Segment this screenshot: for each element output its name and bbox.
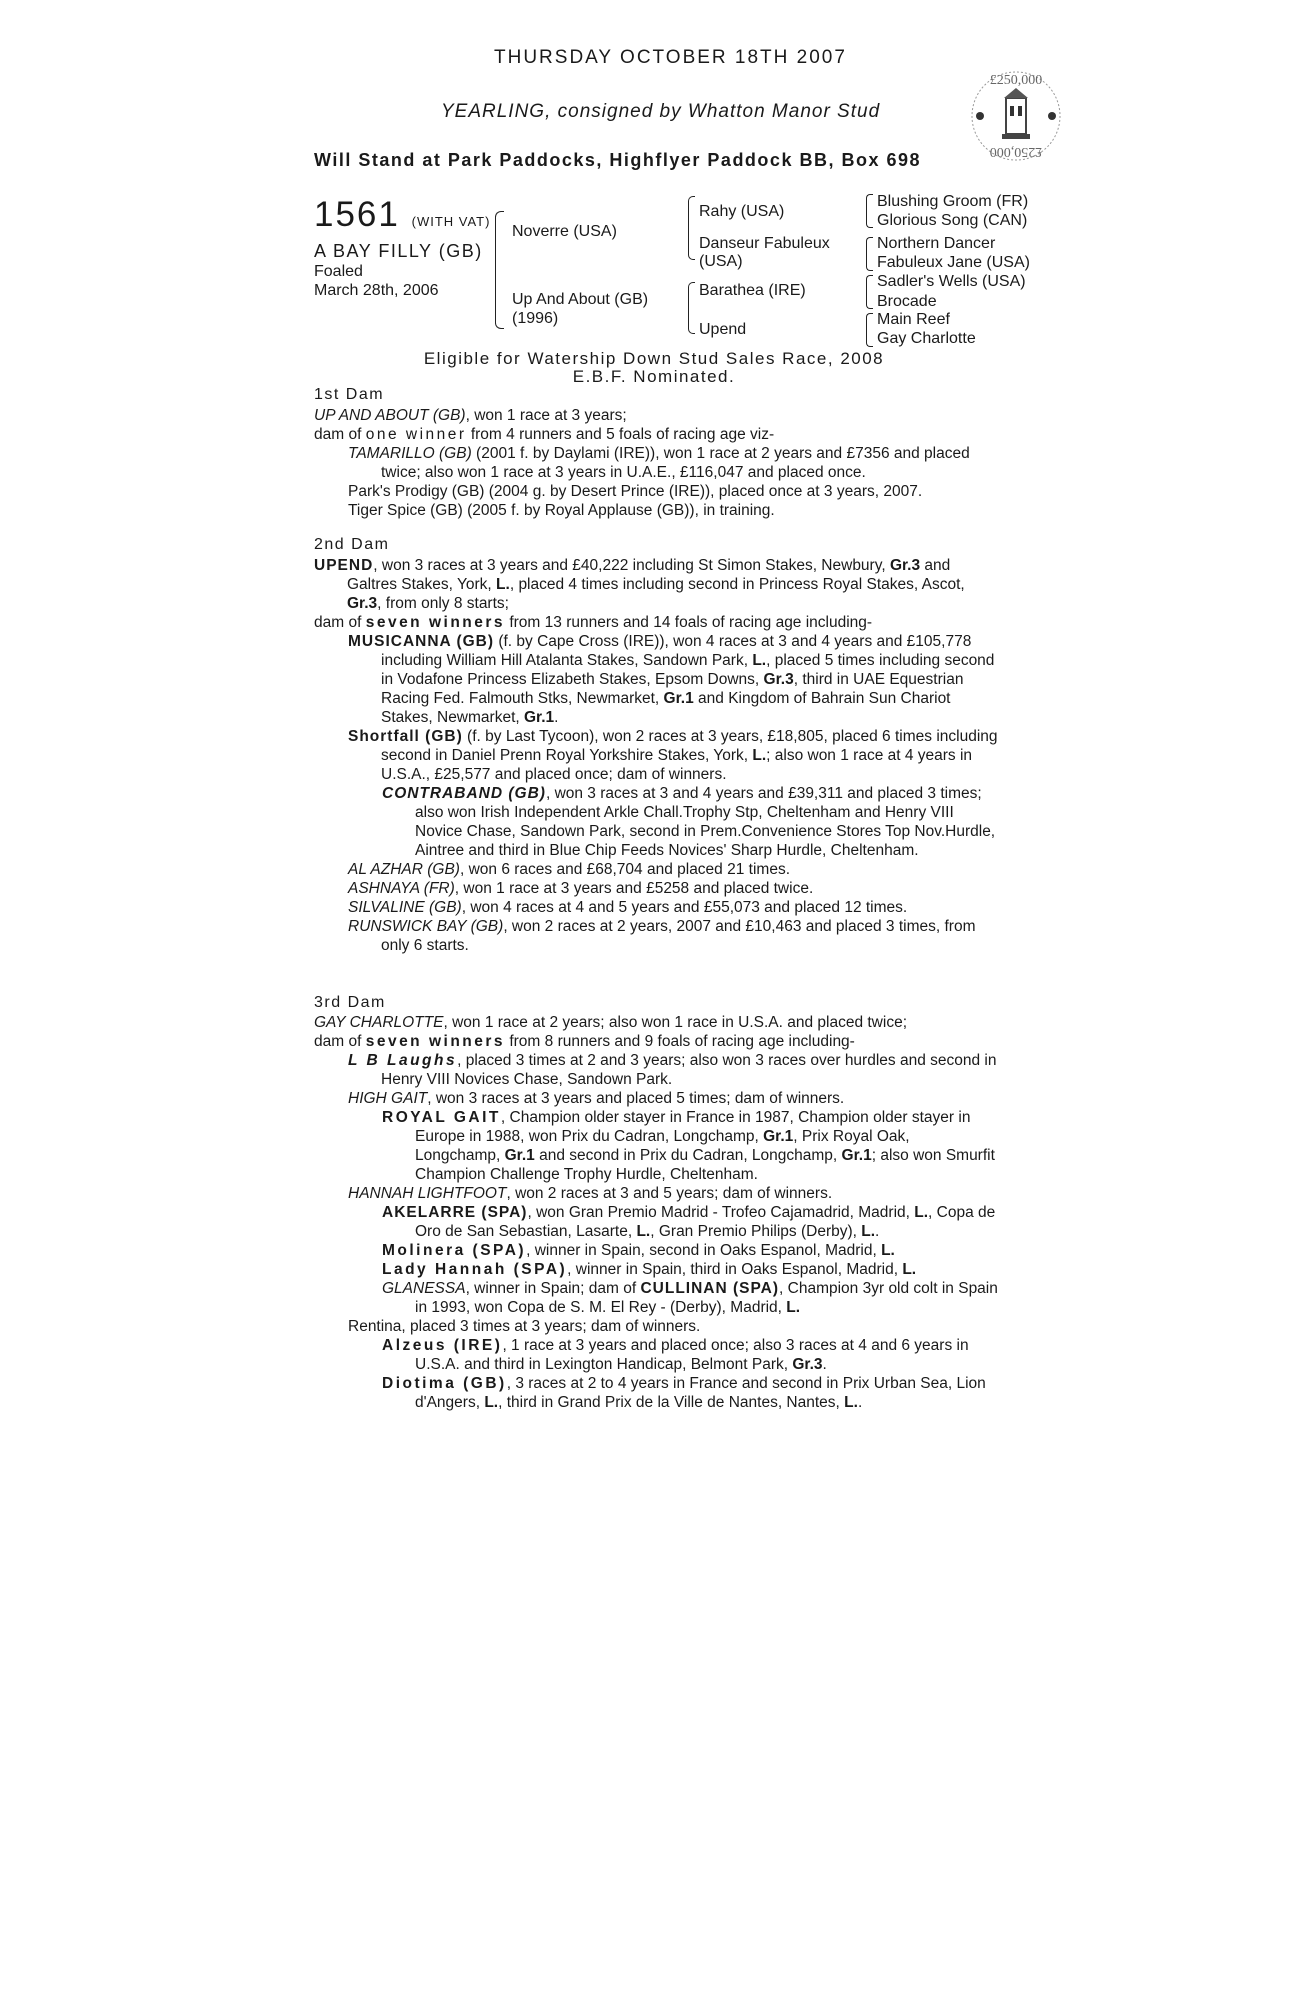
third-dam-record: GAY CHARLOTTE, won 1 race at 2 years; also won 1 race in U.S.A. and placed twice; [314, 1014, 908, 1031]
produce-tamarillo: TAMARILLO (GB) (2001 f. by Daylami (IRE)), won 1 race at 2 years and £7356 and placed twice; also won 1 race at 3 years in U.A.E., £116,047 and placed once. [348, 445, 970, 481]
pedigree-g6: Brocade [877, 293, 937, 310]
first-dam-record: UP AND ABOUT (GB), won 1 race at 3 years; [314, 407, 627, 424]
produce-diotima: Diotima (GB), 3 races at 2 to 4 years in France and second in Prix Urban Sea, Lion d'Angers, L., third in Grand Prix de la Ville de Nantes, Nantes, L.. [382, 1375, 986, 1411]
pedigree-brace [495, 211, 504, 329]
first-dam-produce: dam of one winner from 4 runners and 5 foals of racing age viz- [314, 426, 775, 443]
ebf-nomination: E.B.F. Nominated. [572, 367, 736, 386]
pedigree-dam-dam: Upend [699, 321, 747, 338]
pedigree-dam-year: (1996) [512, 310, 559, 327]
pedigree-dam-sire: Barathea (IRE) [699, 282, 806, 299]
eligibility-line: Eligible for Watership Down Stud Sales Race, 2008 [423, 349, 885, 368]
produce-rentina: Rentina, placed 3 times at 3 years; dam of winners. [348, 1318, 701, 1335]
produce-glanessa: GLANESSA, winner in Spain; dam of CULLINAN (SPA), Champion 3yr old colt in Spain in 1993, won Copa de S. M. El Rey - (Derby), Madrid, L. [382, 1280, 998, 1316]
produce-tiger-spice: Tiger Spice (GB) (2005 f. by Royal Applause (GB)), in training. [348, 502, 775, 519]
second-dam-record: UPEND, won 3 races at 3 years and £40,222 including St Simon Stakes, Newbury, Gr.3 and Galtres Stakes, York, L., placed 4 times including second in Princess Royal Stakes, Ascot, Gr.3, from only 8 starts; [314, 557, 965, 612]
g-brace-3 [866, 275, 873, 309]
produce-ashnaya: ASHNAYA (FR), won 1 race at 3 years and £5258 and placed twice. [348, 880, 814, 897]
sire-brace [688, 196, 695, 260]
svg-text:£250,000: £250,000 [989, 73, 1043, 88]
pedigree-dam: Up And About (GB) [512, 291, 649, 308]
pedigree-g8: Gay Charlotte [877, 330, 976, 347]
horse-description: A BAY FILLY (GB) [314, 241, 483, 261]
produce-al-azhar: AL AZHAR (GB), won 6 races and £68,704 and placed 21 times. [348, 861, 790, 878]
produce-lb-laughs: L B Laughs, placed 3 times at 2 and 3 years; also won 3 races over hurdles and second in Henry VIII Novices Chase, Sandown Park. [348, 1052, 997, 1088]
svg-text:£250,000: £250,000 [989, 144, 1043, 159]
produce-runswick-bay: RUNSWICK BAY (GB), won 2 races at 2 years, 2007 and £10,463 and placed 3 times, from only 6 starts. [348, 918, 976, 954]
pedigree-sire-dam-country: (USA) [699, 253, 743, 270]
pedigree-g7: Main Reef [877, 311, 950, 328]
pedigree-sire-sire: Rahy (USA) [699, 203, 785, 220]
produce-silvaline: SILVALINE (GB), won 4 races at 4 and 5 years and £55,073 and placed 12 times. [348, 899, 908, 916]
produce-high-gait: HIGH GAIT, won 3 races at 3 years and placed 5 times; dam of winners. [348, 1090, 845, 1107]
produce-contraband: CONTRABAND (GB), won 3 races at 3 and 4 years and £39,311 and placed 3 times; also won Irish Independent Arkle Chall.Trophy Stp, Cheltenham and Henry VIII Novice Chase, Sandown Park, second in Prem.Convenience Stores Top Nov.Hurdle, Aintree and third in Blue Chip Feeds Novices' Sharp Hurdle, Cheltenham. [382, 785, 996, 859]
produce-royal-gait: ROYAL GAIT, Champion older stayer in France in 1987, Champion older stayer in Europe in 1988, won Prix du Cadran, Longchamp, Gr.1, Prix Royal Oak, Longchamp, Gr.1 and second in Prix du Cadran, Longchamp, Gr.1; also won Smurfit Champion Challenge Trophy Hurdle, Cheltenham. [382, 1109, 995, 1183]
produce-musicanna: MUSICANNA (GB) (f. by Cape Cross (IRE)), won 4 races at 3 and 4 years and £105,778 including William Hill Atalanta Stakes, Sandown Park, L., placed 5 times including second in Vodafone Princess Elizabeth Stakes, Epsom Downs, Gr.3, third in UAE Equestrian Racing Fed. Falmouth Stks, Newmarket, Gr.1 and Kingdom of Bahrain Sun Chariot Stakes, Newmarket, Gr.1. [348, 633, 995, 726]
pedigree-g3: Northern Dancer [877, 235, 996, 252]
g-brace-1 [866, 194, 873, 228]
foaled-label: Foaled [314, 263, 363, 280]
second-dam-section [314, 556, 998, 955]
second-dam-heading: 2nd Dam [314, 536, 390, 553]
consignment-line: YEARLING, consigned by Whatton Manor Stud [441, 101, 881, 122]
vat-note: (WITH VAT) [411, 214, 491, 229]
produce-alzeus: Alzeus (IRE), 1 race at 3 years and placed once; also 3 races at 4 and 6 years in U.S.A. and third in Lexington Handicap, Belmont Park, Gr.3. [382, 1337, 969, 1373]
third-dam-produce: dam of seven winners from 8 runners and 9 foals of racing age including- [314, 1033, 855, 1050]
pedigree-sire-dam: Danseur Fabuleux [699, 235, 830, 252]
produce-parks-prodigy: Park's Prodigy (GB) (2004 g. by Desert Prince (IRE)), placed once at 3 years, 2007. [348, 483, 923, 500]
third-dam-section [314, 1013, 998, 1412]
first-dam-name: UP AND ABOUT (GB) [314, 407, 466, 424]
first-dam-section [314, 406, 998, 520]
pedigree-g5: Sadler's Wells (USA) [877, 273, 1026, 290]
g-brace-4 [866, 313, 873, 347]
foaled-date: March 28th, 2006 [314, 282, 439, 299]
pedigree-g1: Blushing Groom (FR) [877, 193, 1029, 210]
produce-akelarre: AKELARRE (SPA), won Gran Premio Madrid - Trofeo Cajamadrid, Madrid, L., Copa de Oro de San Sebastian, Lasarte, L., Gran Premio Philips (Derby), L.. [382, 1204, 996, 1240]
stand-location: Will Stand at Park Paddocks, Highflyer Paddock BB, Box 698 [314, 150, 921, 170]
lot-number: 1561 (WITH VAT) [314, 195, 491, 234]
third-dam-heading: 3rd Dam [314, 994, 386, 1011]
produce-molinera: Molinera (SPA), winner in Spain, second in Oaks Espanol, Madrid, L. [382, 1242, 895, 1259]
second-dam-produce: dam of seven winners from 13 runners and 14 foals of racing age including- [314, 614, 873, 631]
pedigree-sire: Noverre (USA) [512, 223, 617, 240]
foaled-info [314, 262, 484, 300]
price-seal-stamp [968, 68, 1064, 164]
produce-shortfall: Shortfall (GB) (f. by Last Tycoon), won 2 races at 3 years, £18,805, placed 6 times including second in Daniel Prenn Royal Yorkshire Stakes, York, L.; also won 1 race at 4 years in U.S.A., £25,577 and placed once; dam of winners. [348, 728, 998, 783]
produce-lady-hannah: Lady Hannah (SPA), winner in Spain, third in Oaks Espanol, Madrid, L. [382, 1261, 917, 1278]
g-brace-2 [866, 237, 873, 271]
produce-hannah-lightfoot: HANNAH LIGHTFOOT, won 2 races at 3 and 5 years; dam of winners. [348, 1185, 833, 1202]
sale-date: THURSDAY OCTOBER 18TH 2007 [494, 47, 847, 68]
pedigree-g2: Glorious Song (CAN) [877, 212, 1028, 229]
first-dam-heading: 1st Dam [314, 386, 385, 403]
pedigree-g4: Fabuleux Jane (USA) [877, 254, 1030, 271]
dam-brace [688, 282, 695, 334]
